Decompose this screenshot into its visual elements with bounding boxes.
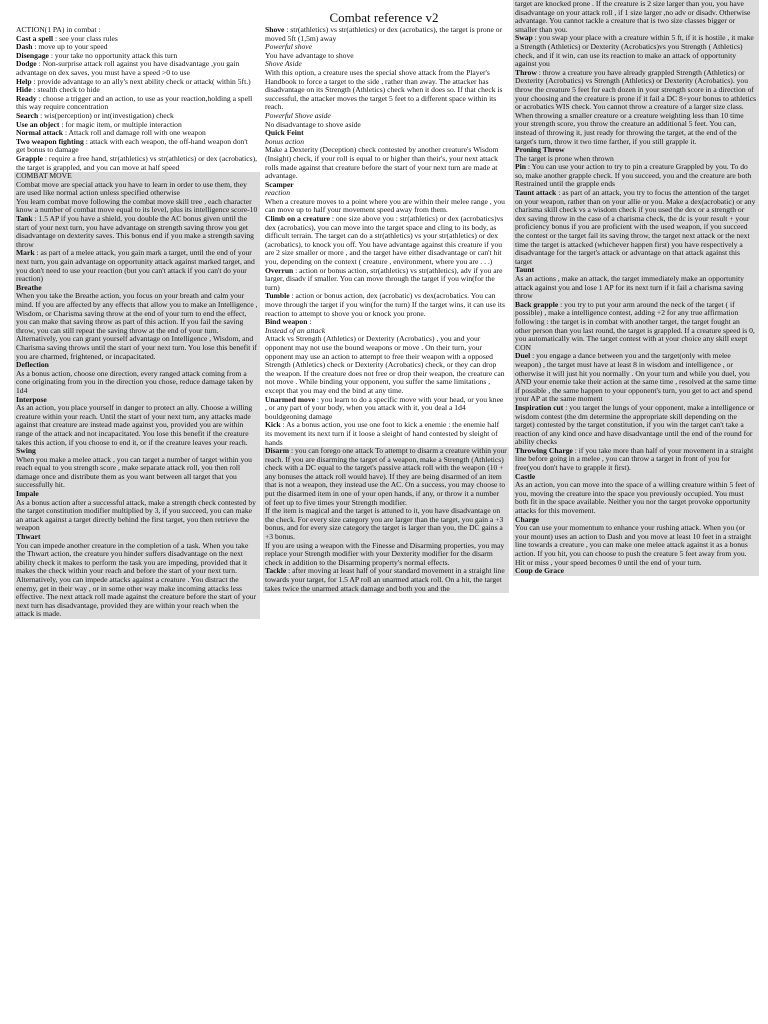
term-heading: Taunt bbox=[515, 265, 535, 275]
paragraph bbox=[513, 352, 759, 404]
body-text: : as part of an attack, you try to focus the attention of the target on your weapon, rather than on your allie or you. Make a dex(acrobatic) or any charisma skill check vs a wisdom check if you used the dex or a strength or dex saving throw in the case of a charisma check, the dc is your result + your proficiency bonus if you are proficient with the used weapon, if you succeed the contest or the target fail its saving throw, the target next attack or the next time the target is attacked (whichever happen first) you have respectively a disadvantage for the target's attack or advantage on that attack against this target bbox=[515, 188, 756, 266]
paragraph bbox=[513, 404, 759, 447]
paragraph bbox=[14, 335, 260, 361]
paragraph bbox=[14, 60, 260, 77]
paragraph bbox=[513, 0, 759, 34]
body-text: If the item is magical and the target is attuned to it, you have disadvantage on the check. For every size category you are larger than the target, you gain a +3 bonus, and for every size category the target is larger than you, the DC gains a +3 bonus. bbox=[265, 506, 504, 542]
paragraph bbox=[14, 292, 260, 335]
term-heading: Inspiration cut bbox=[515, 402, 564, 412]
body-text: If you are using a weapon with the Finesse and Disarming properties, you may replace your Strength modifier with your Dexterity modifier for the disarm check in addition to the Disarming property's normal effects. bbox=[265, 540, 505, 567]
body-text: : str(athletics) vs str(athletics) or dex (acrobatics), the target is prone or moved 5ft (1,5m) away bbox=[265, 26, 503, 43]
body-text: As an action, you place yourself in danger to protect an ally. Choose a willing creature within your reach. Until the start of your next turn, any attacks made against that creature are instead made against you, provided you are within range of the attack and not incapacitated. You lose this benefit if the creature takes this action, if you choose to end it, or if the creature leaves your reach. bbox=[16, 403, 253, 447]
body-text: Alternatively, you can grant yourself advantage on Intelligence , Wisdom, and Charisma saving throws until the start of your next turn. You lose this benefit if you are charmed, frightened, or incapacitated. bbox=[16, 334, 257, 361]
body-text: As a bonus action after a successful attack, make a strength check contested by the target constitution modifier multiplied by 3, if you succeed, you can make an attack against a target directly behind the first target, you then retrieve the weapon bbox=[16, 497, 256, 533]
body-text: : provide advantage to an ally's next ability check or attack( within 5ft.) bbox=[33, 76, 251, 86]
body-text: ACTION(1 PA) in combat : bbox=[16, 26, 101, 34]
paragraph bbox=[263, 542, 509, 568]
paragraph bbox=[14, 181, 260, 198]
body-text: : throw a creature you have already grappled Strength (Athletics) or Dexterity (Acrobatics) vs Strength (Athletics) or Dexterity (Acrobatics). you throw the creature 5 feet for each dozen in your strength score in a direction of your choosing and the creature is prone if it fail a DC 8+your bonus to athletics or acrobatics WIS check. You cannot throw a creature of a larger size class. When throwing a smaller creature or a creature weighting less than 10 time your strength score, you throw the creature an additional 5 feet. You can, instead of throwing it, just ready for throwing the target, at the end of the target's turn, throw it two time farther, if you still grapple it. bbox=[515, 67, 757, 146]
term-heading: Tackle bbox=[265, 566, 287, 576]
paragraph bbox=[263, 267, 509, 293]
page-title: Combat reference v2 bbox=[329, 10, 439, 25]
paragraph bbox=[263, 146, 509, 180]
body-text: : action or bonus action, str(athletics) vs str(athletics), adv if you are larger, disadv if smaller. You can move through the target if you win(for the turn) bbox=[265, 265, 503, 292]
term-heading: Overrun bbox=[265, 265, 294, 275]
body-text: You learn combat move following the combat move skill tree , each character know a number of combat move equal to its level, plus its intelligence score-10 bbox=[16, 196, 258, 215]
term-heading: Interpose bbox=[16, 394, 47, 404]
body-text: When you make a melee attack , you can target a number of target within you reach equal to you strength score , make separate attack roll, you then roll damage once and distribute them as you want between all target that you successfully hit. bbox=[16, 454, 252, 490]
paragraph bbox=[263, 181, 509, 190]
term-heading: Cast a spell bbox=[16, 33, 54, 43]
paragraph bbox=[14, 456, 260, 490]
term-subheading: reaction bbox=[265, 188, 291, 198]
body-text: : action or bonus action, dex (acrobatic) vs dex(acrobatics. You can move through the target if you win(for the turn) If the target wins, it can use its reaction to attempt to shove you or knock you prone. bbox=[265, 291, 505, 318]
term-subheading: Powerful shove bbox=[265, 42, 313, 52]
paragraph bbox=[513, 69, 759, 146]
body-text: : stealth check to hide bbox=[33, 85, 100, 95]
body-text: : see your class rules bbox=[55, 33, 118, 43]
term-heading: Breathe bbox=[16, 282, 42, 292]
paragraph bbox=[263, 567, 509, 593]
column-3 bbox=[513, 0, 759, 1022]
body-text: : Attack roll and damage roll with one weapon bbox=[64, 128, 206, 138]
term-heading: Taunt attack bbox=[515, 188, 557, 198]
body-text: : 1.5 AP if you have a shield, you double the AC bonus given until the start of your next turn, you have advantage on strength saving throw you get disadvantage on dexterity saves. This bonus end if you make a strength saving throw bbox=[16, 214, 254, 249]
body-text: : if you take more than half of your movement in a straight line before going in a melee , you can throw a target in front of you for free(you don't have to grapple it first). bbox=[515, 445, 754, 473]
body-text: : you learn to do a specific move with your head, or you knee , or any part of your body, when you attack with it, you deal a 1d4 bouldgeoning damage bbox=[265, 394, 504, 421]
body-text: When a creature moves to a point where you are within their melee range , you can move up to half your movement speed away from them. bbox=[265, 196, 505, 215]
paragraph bbox=[14, 576, 260, 619]
body-text: The target is prone when thrown bbox=[515, 153, 614, 163]
term-heading: Hide bbox=[16, 85, 32, 95]
term-heading: Dodge bbox=[16, 59, 37, 69]
term-heading: Swing bbox=[16, 446, 36, 456]
term-heading: Normal attack bbox=[16, 128, 64, 138]
paragraph bbox=[513, 567, 759, 576]
term-heading: Throwing Charge bbox=[515, 445, 573, 455]
term-subheading: Powerful Shove aside bbox=[265, 110, 331, 120]
paragraph bbox=[513, 275, 759, 301]
column-2 bbox=[263, 26, 509, 1022]
term-subheading: bonus action bbox=[265, 136, 305, 146]
body-text: You have advantage to shove bbox=[265, 50, 354, 60]
body-text: : choose a trigger and an action, to use as your reaction,holding a spell this way require concentration bbox=[16, 93, 253, 112]
term-heading: Mark bbox=[16, 248, 35, 258]
paragraph bbox=[14, 155, 260, 172]
term-heading: Quick Feint bbox=[265, 128, 304, 138]
term-heading: Shove bbox=[265, 26, 285, 34]
paragraph bbox=[263, 69, 509, 112]
term-heading: Use an object bbox=[16, 119, 60, 129]
paragraph bbox=[14, 95, 260, 112]
term-heading: Tank bbox=[16, 214, 33, 224]
body-text: You can impede another creature in the completion of a task. When you take the Thwart action, the creature you hinder suffers disadvantage on the next ability check it makes to perform the task you are impeding, provided that it makes the check within your reach and before the start of your next turn. bbox=[16, 540, 249, 576]
paragraph bbox=[14, 215, 260, 249]
paragraph bbox=[14, 404, 260, 447]
term-heading: Scamper bbox=[265, 179, 294, 189]
paragraph bbox=[263, 335, 509, 395]
body-text: : you try to put your arm around the neck of the target ( if possible) , make a intelligence contest, adding +2 for any true affirmation following : the target is in combat with another target, the target fought an other person than you last round, the target is grappled. If a creature speed is 0, you automatically win. The target contest with at your choice any skill exept CON bbox=[515, 299, 755, 352]
term-heading: Disarm bbox=[265, 446, 290, 456]
body-text: : wis(perception) or int(investigation) check bbox=[40, 110, 174, 120]
body-text: No disadvantage to shove aside bbox=[265, 119, 361, 129]
term-heading: Back grapple bbox=[515, 299, 559, 309]
paragraph bbox=[263, 396, 509, 422]
body-text: : you engage a dance between you and the target(only with melee weapon) , the target must have at least 8 in wisdom and intelligence , or otherwise it will just hit you normally . On your turn and while you duel, you AND your enemie take their action at the same time , resolved at the same time if possible , the same happen to your opponent's turn, you get to act and spend your AP at the same moment bbox=[515, 351, 757, 404]
body-text: When you take the Breathe action, you focus on your breath and calm your mind. If you are affected by any effects that allow you to make an Intelligence , Wisdom, or Charisma saving throw at the end of your turn to end the effect, you can make that saving throw as part of this action. If you fail the saving throw, you can still repeat the saving throw at the end of your turn. bbox=[16, 291, 258, 335]
term-subheading: Instead of an attack bbox=[265, 325, 326, 335]
body-text: As an action, you can move into the space of a willing creature within 5 feet of you, moving the creature into the space you previously occupied. You must both fit in the space available. Neither you nor the target provoke opportunity attacks for this movement. bbox=[515, 480, 755, 516]
paragraph bbox=[263, 447, 509, 507]
term-heading: Help bbox=[16, 76, 32, 86]
body-text: Make a Dexterity (Deception) check contested by another creature's Wisdom (Insight) check, if your roll is equal to or higher than their's, your next attack rolls made against that creature before the start of your next turn are made at advantage. bbox=[265, 145, 499, 181]
paragraph bbox=[263, 421, 509, 447]
term-heading: Proning Throw bbox=[515, 145, 565, 155]
paragraph bbox=[513, 34, 759, 68]
paragraph bbox=[263, 292, 509, 318]
body-text: : you can forego one attack To attempt to disarm a creature within your reach. If you are disarming the target of a weapon, make a Strength (Athletics) check with a DC equal to the target's passive attack roll with the weapon (10 + any bonuses the attack roll would have). If they are being disarmed of an item that is not a weapon, they instead use the AC. On a success, you may choose to put the disarmed item in one of your open hands, if any, or throw it a number of feet up to five times your Strength modifier. bbox=[265, 446, 507, 507]
term-heading: Pin bbox=[515, 162, 526, 172]
body-text: : require a free hand, str(athletics) vs str(athletics) or dex (acrobatics), the target is grappled, and you can move at half speed bbox=[16, 153, 258, 172]
body-text: : as part of a melee attack, you gain mark a target, until the end of your next turn, you gain advantage on opportunity attack against marked target, and you don't need to use your reaction (but you can't attack if you can't do your reaction) bbox=[16, 248, 255, 284]
term-heading: Dash bbox=[16, 42, 33, 52]
term-heading: Unarmed move bbox=[265, 394, 315, 404]
body-text: target are knocked prone . If the creature is 2 size larger than you, you have disadvantage on your attack roll , if 1 size larger ,no adv or disadv. Otherwise advantage. You cannot tackle a creature that is two size classes bigger or smaller than you. bbox=[515, 0, 751, 34]
term-heading: Duel bbox=[515, 351, 531, 361]
term-heading: Disengage bbox=[16, 50, 49, 60]
body-text: With this option, a creature uses the special shove attack from the Player's Handbook to force a target to the side , rather than away. The attacker has disadvantage on its Strength (Athletics) check when it does so. If that check is successful, the attacker moves the target 5 feet to a different space within its reach. bbox=[265, 67, 503, 112]
body-text: : attack with each weapon, the off-hand weapon don't get bonus to damage bbox=[16, 136, 248, 155]
body-text: : your take no opportunity attack this turn bbox=[50, 50, 178, 60]
term-heading: Grapple bbox=[16, 153, 44, 163]
body-text: : bbox=[309, 317, 312, 327]
body-text: : you swap your place with a creature within 5 ft, if it is hostile , it make a Strength (Athletics) or Dexterity (Acrobatics)vs you Strength ( Athletics) check, and if it win, can use its reaction to make an attack of opportunity against you bbox=[515, 33, 754, 69]
term-heading: Deflection bbox=[16, 360, 49, 370]
paragraph bbox=[14, 249, 260, 283]
paragraph bbox=[14, 370, 260, 396]
paragraph bbox=[513, 481, 759, 515]
paragraph bbox=[14, 198, 260, 215]
term-heading: Search bbox=[16, 110, 39, 120]
term-subheading: Shove Aside bbox=[265, 59, 302, 69]
body-text: You can use your momentum to enhance your rushing attack. When you (or your mount) uses an action to Dash and you move at least 10 feet in a straight line towards a creature , you can make one melee attack against it as a bonus action. If you hit, you can choose to push the creature 5 feet away from you. Hit or miss , your speed becomes 0 until the end of your turn. bbox=[515, 523, 752, 567]
term-heading: Impale bbox=[16, 489, 39, 499]
term-heading: Castle bbox=[515, 471, 536, 481]
paragraph bbox=[14, 542, 260, 576]
paragraph bbox=[263, 215, 509, 267]
body-text: Combat move are special attack you have to learn in order to use them, they are used like normal action unless specified otherwise bbox=[16, 179, 247, 198]
term-heading: Bind weapon bbox=[265, 317, 308, 327]
paragraph bbox=[513, 189, 759, 266]
term-heading: Tumble bbox=[265, 291, 290, 301]
term-heading: Coup de Grace bbox=[515, 566, 564, 576]
paragraph bbox=[513, 163, 759, 189]
term-heading: Climb on a creature bbox=[265, 214, 330, 224]
body-text: : As a bonus action, you use one foot to kick a enemie : the enemie half its movement its next turn if it loose a sleight of hand contested by sleight of hands bbox=[265, 420, 500, 447]
body-text: : after moving at least half of your standard movement in a straight line towards your target, for 1.5 AP roll an unarmed attack roll. On a hit, the target takes twice the unarmed attack damage and both you and the bbox=[265, 566, 505, 593]
term-heading: Ready bbox=[16, 93, 37, 103]
body-text: : for magic item, or multiple interaction bbox=[61, 119, 182, 129]
term-heading: Charge bbox=[515, 514, 540, 524]
term-heading: Thwart bbox=[16, 532, 41, 542]
paragraph bbox=[513, 301, 759, 353]
paragraph bbox=[263, 26, 509, 43]
paragraph bbox=[14, 138, 260, 155]
term-heading: Throw bbox=[515, 67, 537, 77]
paragraph bbox=[14, 499, 260, 533]
term-heading: Two weapon fighting bbox=[16, 136, 84, 146]
paragraph bbox=[513, 447, 759, 473]
paragraph bbox=[263, 198, 509, 215]
body-text: : one size above you : str(athletics) or dex (acrobatics)vs dex (acrobatics), you can move into the target space and cling to its body, as difficult terrain. The target can do a str(athletics) vs your str(athletics) or dex (acrobatics), to knock you off. You have advantage against this creature if you are 2 size smaller or more , and the target have either disadvantage or can't hit you, depending on the context ( creature , environment, where you are . . .) bbox=[265, 214, 504, 267]
term-heading: Swap bbox=[515, 33, 533, 43]
body-text: : You can use your action to try to pin a creature Grappled by you. To do so, make another grapple check. If you succeed, you and the creature are both Restrained until the grapple ends bbox=[515, 162, 752, 189]
body-text: Attack vs Strength (Athletics) or Dexterity (Acrobatics) , you and your opponent may not use the bound weapons or move . On their turn, your opponent may use an action to attempt to free their weapon with a opposed Strength (Athletics) check or Dexterity (Acrobatics) check, or they can drop the weapon. If the creature does not free or drop their weapon, the creature can not move . While binding your opponent, you suffer the same limitations , except that you may end the bind at any time. bbox=[265, 334, 505, 395]
body-text: As an actions , make an attack, the target immediately make an opportunity attack against you and lose 1 AP for its next turn if it fail a charisma saving throw bbox=[515, 274, 744, 301]
paragraph bbox=[513, 524, 759, 567]
body-text: : Non-surprise attack roll against you have disadvantage ,you gain advantage on dex saves, you must have a speed >0 to use bbox=[16, 59, 240, 77]
body-text: : you target the lungs of your opponent, make a intelligence or wisdom contest (the dm determine the appropriate skill depending on the target) contested by the target constitution, if you win the target can't take a reaction of any kind once and have disadvantage until the end of the round for ability checks bbox=[515, 402, 755, 447]
paragraph bbox=[263, 507, 509, 541]
term-heading: Kick bbox=[265, 420, 281, 430]
body-text: Alternatively, you can impede attacks against a creature . You distract the enemy, get in their way , or in some other way make incoming attacks less effective. The next attack roll made against the creature before the start of your next turn has disadvantage, provided they are within your reach when the attack is made. bbox=[16, 575, 257, 619]
body-text: As a bonus action, choose one direction, every ranged attack coming from a cone originating from you in the direction you chose, reduce damage taken by 1d4 bbox=[16, 368, 254, 395]
body-text: COMBAT MOVE bbox=[16, 171, 72, 181]
body-text: : move up to your speed bbox=[34, 42, 108, 52]
column-1 bbox=[14, 26, 260, 1022]
